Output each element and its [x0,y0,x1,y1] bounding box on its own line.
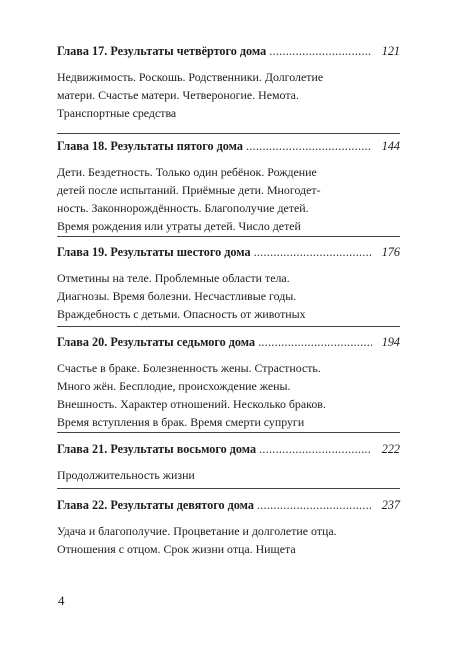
topic-line: Удача и благополучие. Процветание и долголетие отца. [57,524,337,538]
chapter-page-number: 144 [381,139,400,153]
toc-entry-chapter-20[interactable] [57,333,400,431]
chapter-page-number: 222 [381,442,400,456]
topic-line: Время вступления в брак. Время смерти супруги [57,415,305,429]
topic-line: Продолжительность жизни [57,468,195,482]
section-divider [57,432,400,433]
chapter-page-number: 121 [381,44,400,58]
chapter-topics [57,163,400,235]
page-number: 4 [58,593,65,608]
toc-entry-heading [57,243,400,261]
toc-entry-chapter-19[interactable] [57,243,400,323]
toc-entry-heading [57,440,400,458]
topic-line: матери. Счастье матери. Четвероногие. Немота. [57,88,299,102]
chapter-page-number: 237 [381,498,400,512]
chapter-title: Глава 22. Результаты девятого дома [57,498,254,512]
dot-leader [256,440,372,458]
topic-line: ность. Законнорождённость. Благополучие детей. [57,201,309,215]
topic-line: Внешность. Характер отношений. Несколько браков. [57,397,326,411]
topic-line: Транспортные средства [57,106,177,120]
chapter-title: Глава 20. Результаты седьмого дома [57,335,256,349]
toc-entry-chapter-22[interactable] [57,496,400,558]
toc-entry-chapter-18[interactable] [57,137,400,235]
topic-line: Недвижимость. Роскошь. Родственники. Долголетие [57,70,324,84]
topic-line: Враждебность с детьми. Опасность от животных [57,307,306,321]
toc-entry-heading [57,496,400,514]
section-divider [57,236,400,237]
toc-entry-heading [57,137,400,155]
topic-line: Дети. Бездетность. Только один ребёнок. Рождение [57,165,317,179]
dot-leader [254,496,372,514]
section-divider [57,488,400,489]
topic-line: Отметины на теле. Проблемные области тела. [57,271,290,285]
chapter-title: Глава 21. Результаты восьмого дома [57,442,257,456]
chapter-title: Глава 17. Результаты четвёртого дома [57,44,267,58]
table-of-contents [57,0,400,663]
chapter-page-number: 194 [381,335,400,349]
dot-leader [251,243,372,261]
topic-line: Время рождения или утраты детей. Число детей [57,219,301,233]
toc-entry-heading [57,42,400,60]
topic-line: Диагнозы. Время болезни. Несчастливые годы. [57,289,297,303]
dot-leader [243,137,372,155]
chapter-topics [57,359,400,431]
chapter-topics [57,466,400,484]
section-divider [57,133,400,134]
section-divider [57,326,400,327]
dot-leader [266,42,372,60]
topic-line: Много жён. Бесплодие, происхождение жены. [57,379,291,393]
chapter-topics [57,269,400,323]
chapter-title: Глава 18. Результаты пятого дома [57,139,243,153]
chapter-page-number: 176 [381,245,400,259]
topic-line: детей после испытаний. Приёмные дети. Многодет- [57,183,321,197]
chapter-topics [57,68,400,122]
topic-line: Отношения с отцом. Срок жизни отца. Нищета [57,542,296,556]
toc-entry-chapter-17[interactable] [57,42,400,122]
dot-leader [255,333,372,351]
chapter-title: Глава 19. Результаты шестого дома [57,245,251,259]
chapter-topics [57,522,400,558]
toc-entry-heading [57,333,400,351]
toc-entry-chapter-21[interactable] [57,440,400,484]
topic-line: Счастье в браке. Болезненность жены. Страстность. [57,361,321,375]
